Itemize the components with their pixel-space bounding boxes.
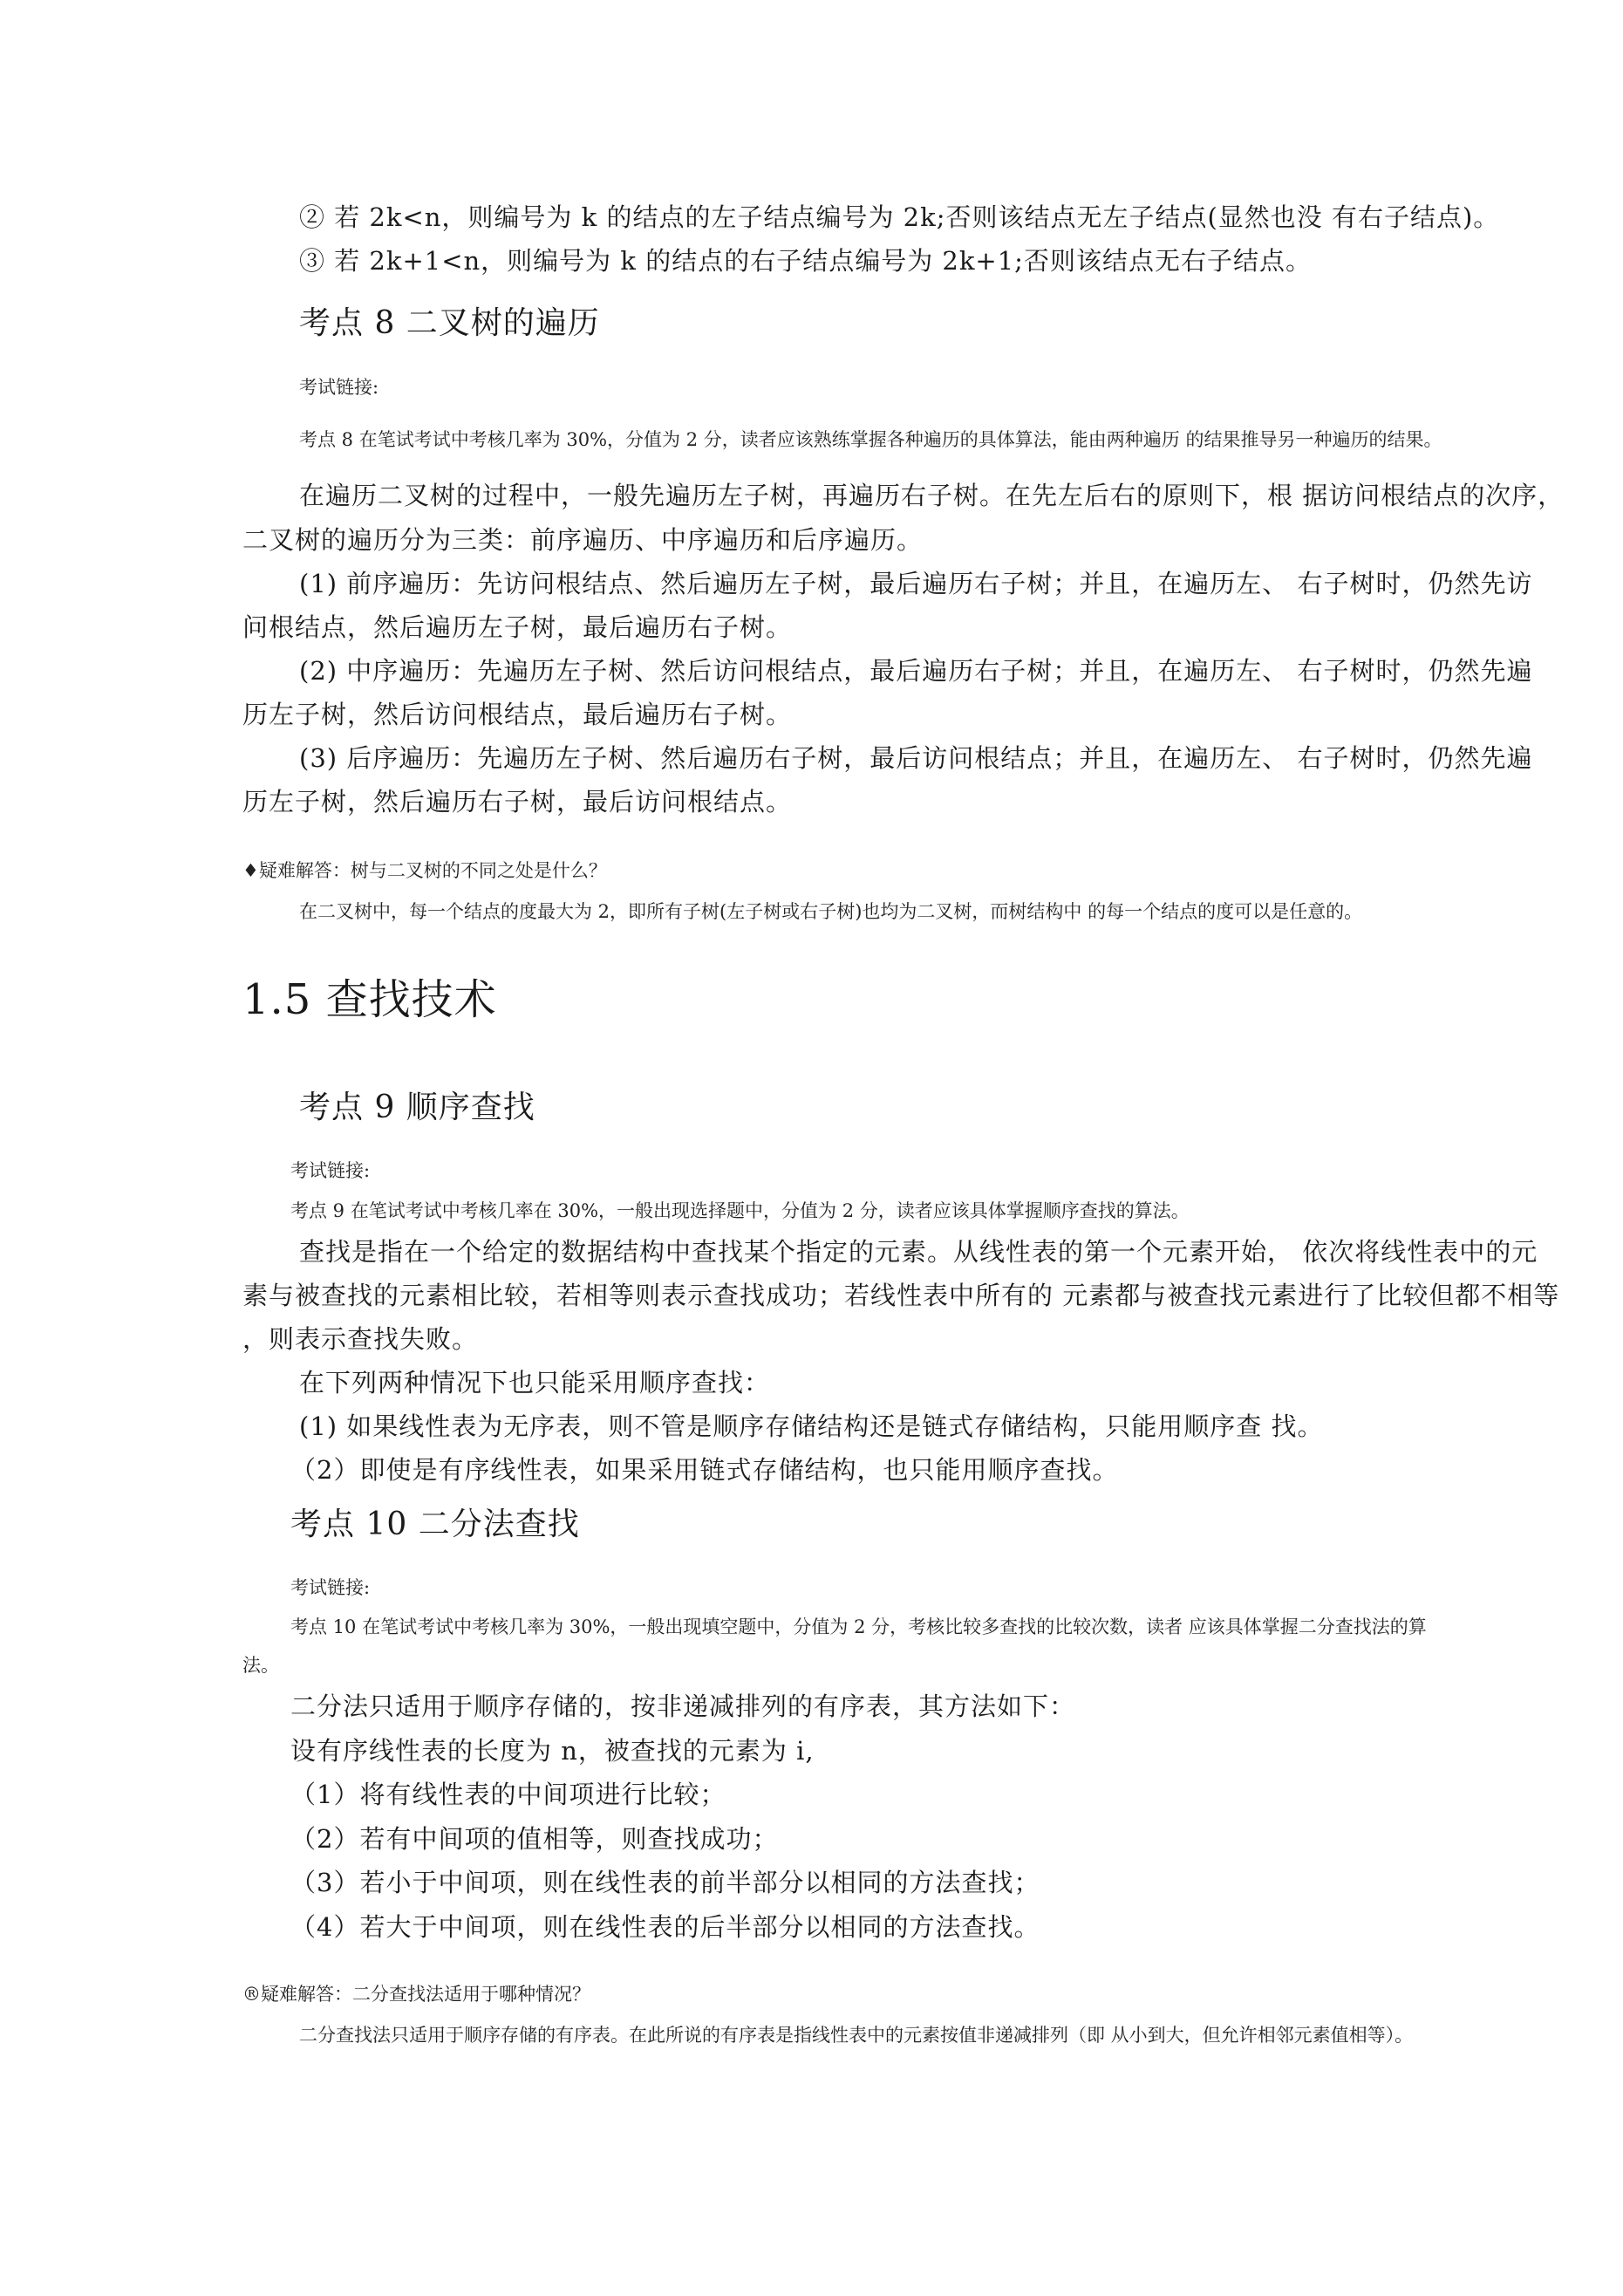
body-line: ，则表示查找失败。 bbox=[242, 1324, 479, 1354]
section-heading: 考点 10 二分法查找 bbox=[290, 1507, 580, 1542]
exam-link-text: 考点 8 在笔试考试中考核几率为 30%，分值为 2 分，读者应该熟练掌握各种遍历的具体算法，能由两种遍历 的结果推导另一种遍历的结果。 bbox=[299, 429, 1442, 450]
body-line: （3）若小于中间项，则在线性表的前半部分以相同的方法查找； bbox=[290, 1868, 1040, 1897]
body-line: 在遍历二叉树的过程中，一般先遍历左子树，再遍历右子树。在先左后右的原则下，根 据访问根结点的次序， bbox=[299, 481, 1565, 510]
body-line: (1) 如果线性表为无序表，则不管是顺序存储结构还是链式存储结构，只能用顺序查 找。 bbox=[299, 1411, 1324, 1441]
body-line: (2) 中序遍历：先遍历左子树、然后访问根结点，最后遍历右子树；并且，在遍历左、 右子树时，仍然先遍 bbox=[299, 656, 1533, 686]
section-heading: 考点 8 二叉树的遍历 bbox=[299, 305, 600, 341]
exam-link-label: 考试链接: bbox=[290, 1577, 371, 1598]
chapter-heading: 1.5 查找技术 bbox=[242, 975, 497, 1024]
body-line: （2）即使是有序线性表，如果采用链式存储结构，也只能用顺序查找。 bbox=[290, 1455, 1119, 1485]
exam-link-text: 法。 bbox=[242, 1655, 279, 1676]
body-line: （4）若大于中间项，则在线性表的后半部分以相同的方法查找。 bbox=[290, 1912, 1040, 1942]
body-line: 设有序线性表的长度为 n，被查找的元素为 i, bbox=[290, 1736, 815, 1766]
body-line: 问根结点，然后遍历左子树，最后遍历右子树。 bbox=[242, 612, 793, 642]
body-line: ② 若 2k<n，则编号为 k 的结点的左子结点编号为 2k;否则该结点无左子结点(显然也没 有右子结点)。 bbox=[299, 202, 1500, 232]
body-line: 素与被查找的元素相比较，若相等则表示查找成功；若线性表中所有的 元素都与被查找元素进行了比较但都不相等 bbox=[242, 1281, 1560, 1310]
body-line: （2）若有中间项的值相等，则查找成功； bbox=[290, 1824, 779, 1854]
exam-link-text: 考点 9 在笔试考试中考核几率在 30%，一般出现选择题中，分值为 2 分，读者应该具体掌握顺序查找的算法。 bbox=[290, 1200, 1190, 1221]
faq-question: ®疑难解答：二分查找法适用于哪种情况？ bbox=[242, 1984, 590, 2005]
faq-answer: 二分查找法只适用于顺序存储的有序表。在此所说的有序表是指线性表中的元素按值非递减排列（即 从小到大，但允许相邻元素值相等）。 bbox=[299, 2025, 1414, 2046]
body-line: 二分法只适用于顺序存储的，按非递减排列的有序表，其方法如下： bbox=[290, 1691, 1076, 1721]
exam-link-label: 考试链接: bbox=[290, 1160, 371, 1181]
body-line: 历左子树，然后访问根结点，最后遍历右子树。 bbox=[242, 700, 793, 729]
body-line: 在下列两种情况下也只能采用顺序查找： bbox=[299, 1368, 771, 1397]
body-line: (3) 后序遍历：先遍历左子树、然后遍历右子树，最后访问根结点；并且，在遍历左、 右子树时，仍然先遍 bbox=[299, 743, 1533, 773]
exam-link-label: 考试链接: bbox=[299, 377, 379, 398]
body-line: ③ 若 2k+1<n，则编号为 k 的结点的右子结点编号为 2k+1;否则该结点无右子结点。 bbox=[299, 246, 1312, 276]
body-line: 历左子树，然后遍历右子树，最后访问根结点。 bbox=[242, 787, 793, 817]
faq-answer: 在二叉树中，每一个结点的度最大为 2，即所有子树(左子树或右子树)也均为二叉树，而树结构中 的每一个结点的度可以是任意的。 bbox=[299, 901, 1363, 922]
faq-question: ♦疑难解答：树与二叉树的不同之处是什么？ bbox=[242, 860, 607, 881]
body-line: 二叉树的遍历分为三类：前序遍历、中序遍历和后序遍历。 bbox=[242, 525, 924, 555]
body-line: （1）将有线性表的中间项进行比较； bbox=[290, 1780, 726, 1809]
body-line: (1) 前序遍历：先访问根结点、然后遍历左子树，最后遍历右子树；并且，在遍历左、 右子树时，仍然先访 bbox=[299, 569, 1533, 598]
section-heading: 考点 9 顺序查找 bbox=[299, 1090, 535, 1125]
body-line: 查找是指在一个给定的数据结构中查找某个指定的元素。从线性表的第一个元素开始， 依次将线性表中的元 bbox=[299, 1237, 1538, 1267]
exam-link-text: 考点 10 在笔试考试中考核几率为 30%，一般出现填空题中，分值为 2 分，考核比较多查找的比较次数，读者 应该具体掌握二分查找法的算 bbox=[290, 1616, 1427, 1637]
